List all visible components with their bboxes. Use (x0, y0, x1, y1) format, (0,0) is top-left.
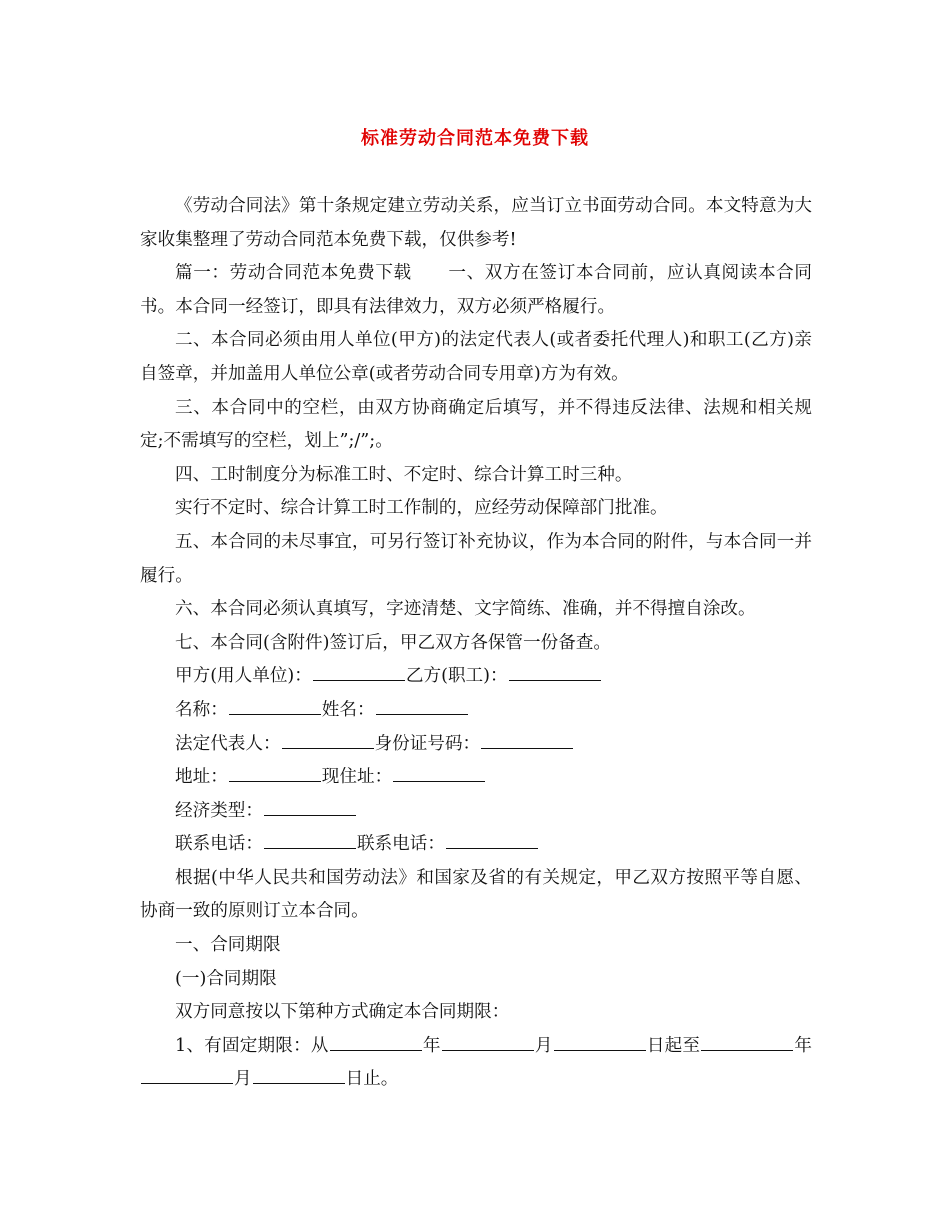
phone-b-label: 联系电话： (356, 834, 445, 855)
start-year-blank[interactable] (330, 1049, 422, 1051)
clause-7: 七、本合同(含附件)签订后，甲乙双方各保管一份备查。 (175, 632, 611, 653)
basis-paragraph: 根据(中华人民共和国劳动法》和国家及省的有关规定，甲乙双方按照平等自愿、协商一致的原则订立本合同。 (140, 867, 812, 922)
address-line (140, 761, 812, 795)
clause-1-paragraph (140, 257, 812, 324)
party-a-label: 甲方(用人单位)： (175, 666, 312, 687)
phone-b-blank[interactable] (446, 847, 538, 849)
phone-line (140, 828, 812, 862)
clause-3: 三、本合同中的空栏，由双方协商确定后填写，并不得违反法律、法规和相关规定;不需填写的空栏，划上”;/”;。 (140, 397, 812, 452)
end-day-blank[interactable] (253, 1082, 345, 1084)
phone-a-label: 联系电话： (175, 834, 263, 855)
document-title: 标准劳动合同范本免费下载 (361, 128, 589, 149)
legal-rep-blank[interactable] (282, 747, 374, 749)
intro-paragraph: 《劳动合同法》第十条规定建立劳动关系，应当订立书面劳动合同。本文特意为大家收集整理了劳动合同范本免费下载，仅供参考! (140, 196, 812, 250)
name-label: 名称： (175, 699, 228, 720)
id-number-label: 身份证号码： (374, 733, 481, 754)
end-month-label: 月 (234, 1069, 252, 1090)
fixed-term-line (140, 1030, 812, 1097)
id-number-blank[interactable] (481, 747, 573, 749)
party-line (140, 660, 812, 694)
legal-rep-line (140, 728, 812, 762)
person-name-label: 姓名： (321, 699, 375, 720)
clause-6: 六、本合同必须认真填写，字迹清楚、文字简练、准确，并不得擅自涂改。 (175, 599, 756, 620)
legal-rep-label: 法定代表人： (175, 733, 281, 754)
end-year-label: 年 (794, 1035, 812, 1056)
term-heading: 一、合同期限 (175, 935, 281, 956)
party-b-label: 乙方(职工)： (405, 666, 508, 687)
clause-4b: 实行不定时、综合计算工时工作制的，应经劳动保障部门批准。 (175, 498, 668, 519)
start-year-label: 年 (422, 1035, 441, 1056)
start-day-label: 日起至 (646, 1035, 701, 1056)
econ-type-blank[interactable] (264, 814, 356, 816)
end-month-blank[interactable] (141, 1082, 233, 1084)
econ-type-label: 经济类型： (175, 800, 263, 821)
clause-5: 五、本合同的未尽事宜，可另行签订补充协议，作为本合同的附件，与本合同一并履行。 (140, 531, 812, 586)
party-a-blank[interactable] (313, 679, 405, 681)
start-month-blank[interactable] (442, 1049, 534, 1051)
address-label: 地址： (175, 767, 228, 788)
section-heading: 篇一：劳动合同范本免费下载 (175, 263, 412, 284)
clause-1: 一、双方在签订本合同前，应认真阅读本合同书。本合同一经签订，即具有法律效力，双方必须严格履行。 (140, 263, 812, 317)
current-address-blank[interactable] (393, 780, 485, 782)
party-b-blank[interactable] (509, 679, 601, 681)
address-blank[interactable] (229, 780, 321, 782)
person-name-blank[interactable] (376, 713, 468, 715)
fixed-term-prefix: 1、有固定期限：从 (175, 1035, 329, 1056)
current-address-label: 现住址： (321, 767, 393, 788)
econ-type-line (140, 795, 812, 829)
name-line (140, 694, 812, 728)
start-day-blank[interactable] (554, 1049, 646, 1051)
start-month-label: 月 (534, 1035, 553, 1056)
end-year-blank[interactable] (701, 1049, 793, 1051)
document-body (140, 190, 812, 1097)
term-subheading: (一)合同期限 (175, 968, 277, 989)
name-blank[interactable] (229, 713, 321, 715)
end-day-label: 日止。 (345, 1069, 399, 1090)
term-intro: 双方同意按以下第种方式确定本合同期限： (175, 1002, 510, 1023)
clause-2: 二、本合同必须由用人单位(甲方)的法定代表人(或者委托代理人)和职工(乙方)亲自签章，并加盖用人单位公章(或者劳动合同专用章)方为有效。 (140, 330, 812, 384)
clause-4: 四、工时制度分为标准工时、不定时、综合计算工时三种。 (175, 464, 633, 485)
phone-a-blank[interactable] (264, 847, 356, 849)
